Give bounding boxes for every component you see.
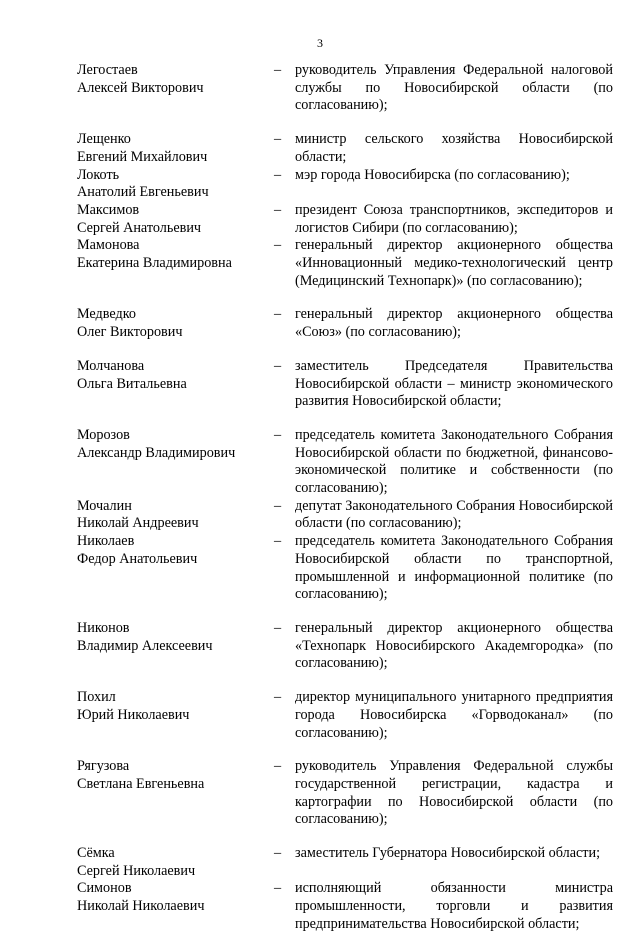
- member-given-names: Сергей Анатольевич: [77, 219, 202, 236]
- member-surname: Медведко: [77, 306, 136, 323]
- member-given-names: Николай Андреевич: [77, 515, 199, 532]
- dash-separator: –: [274, 689, 282, 706]
- member-given-names: Александр Владимирович: [77, 444, 236, 461]
- entry-spacer: [77, 411, 613, 427]
- member-entry: [77, 202, 613, 237]
- member-role: министр сельского хозяйства Новосибирской области;: [295, 131, 613, 165]
- dash-separator: –: [274, 357, 282, 374]
- entry-spacer: [77, 742, 613, 758]
- dash-separator: –: [274, 201, 282, 218]
- member-surname: Морозов: [77, 426, 130, 443]
- entry-spacer: [77, 829, 613, 845]
- member-name: [77, 758, 272, 829]
- member-name: [77, 620, 272, 673]
- member-surname: Симонов: [77, 880, 132, 897]
- entry-spacer: [77, 342, 613, 358]
- dash-separator: –: [274, 131, 282, 148]
- member-given-names: Владимир Алексеевич: [77, 637, 213, 654]
- member-given-names: Алексей Викторович: [77, 79, 204, 96]
- member-entry: [77, 689, 613, 742]
- member-given-names: Олег Викторович: [77, 324, 183, 341]
- member-entry: [77, 758, 613, 829]
- member-role: исполняющий обязанности министра промышленности, торговли и развития предпринимательства Новосибирской области;: [295, 880, 613, 932]
- dash-separator: –: [274, 619, 282, 636]
- member-surname: Молчанова: [77, 357, 145, 374]
- member-given-names: Евгений Михайлович: [77, 148, 208, 165]
- member-surname: Николаев: [77, 533, 135, 550]
- member-entry: [77, 498, 613, 533]
- member-role: руководитель Управления Федеральной налоговой службы по Новосибирской области (по согласованию);: [295, 62, 613, 114]
- entry-spacer: [77, 673, 613, 689]
- member-entry: [77, 306, 613, 341]
- entry-spacer: [77, 115, 613, 131]
- member-name: [77, 880, 272, 933]
- member-given-names: Екатерина Владимировна: [77, 255, 232, 272]
- member-surname: Мочалин: [77, 497, 132, 514]
- member-name: [77, 202, 272, 237]
- member-role: депутат Законодательного Собрания Новосибирской области (по согласованию);: [295, 497, 613, 532]
- member-entry: [77, 880, 613, 933]
- member-role: генеральный директор акционерного общества «Технопарк Новосибирского Академгородка» (по согласованию);: [295, 619, 613, 672]
- member-role: председатель комитета Законодательного Собрания Новосибирской области по транспортной, промышленной и информационной политике (по согласованию);: [295, 533, 613, 603]
- member-surname: Никонов: [77, 619, 130, 636]
- member-surname: Сёмка: [77, 845, 115, 862]
- member-name: [77, 533, 272, 604]
- member-role: президент Союза транспортников, экспедиторов и логистов Сибири (по согласованию);: [295, 201, 613, 236]
- member-role: генеральный директор акционерного общества «Союз» (по согласованию);: [295, 306, 613, 341]
- member-name: [77, 306, 272, 341]
- member-name: [77, 845, 272, 880]
- dash-separator: –: [274, 62, 282, 78]
- dash-separator: –: [274, 533, 282, 550]
- member-entry: [77, 237, 613, 290]
- member-given-names: Анатолий Евгеньевич: [77, 184, 209, 201]
- member-entry: [77, 427, 613, 498]
- member-given-names: Юрий Николаевич: [77, 706, 190, 723]
- member-role: заместитель Губернатора Новосибирской области;: [295, 845, 601, 862]
- member-surname: Рягузова: [77, 758, 130, 775]
- member-entry: [77, 358, 613, 411]
- member-name: [77, 358, 272, 411]
- dash-separator: –: [274, 497, 282, 514]
- member-surname: Максимов: [77, 201, 140, 218]
- member-name: [77, 167, 272, 202]
- member-entry: [77, 131, 613, 166]
- dash-separator: –: [274, 306, 282, 323]
- member-name: [77, 237, 272, 290]
- dash-separator: –: [274, 237, 282, 254]
- member-role: генеральный директор акционерного общества «Инновационный медико-технологический центр (Медицинский Технопарк)» (по согласованию);: [295, 237, 613, 289]
- member-surname: Похил: [77, 689, 116, 706]
- member-surname: Локоть: [77, 166, 120, 183]
- member-entry: [77, 167, 613, 202]
- dash-separator: –: [274, 166, 282, 183]
- member-given-names: Ольга Витальевна: [77, 375, 187, 392]
- member-given-names: Федор Анатольевич: [77, 550, 198, 567]
- member-name: [77, 427, 272, 498]
- member-role: заместитель Председателя Правительства Новосибирской области – министр экономического развития Новосибирской области;: [295, 357, 613, 410]
- member-name: [77, 131, 272, 166]
- member-role: мэр города Новосибирска (по согласованию);: [295, 166, 570, 183]
- member-role: руководитель Управления Федеральной службы государственной регистрации, кадастра и картографии по Новосибирской области (по согласованию);: [295, 758, 613, 828]
- member-entry: [77, 533, 613, 604]
- member-role: председатель комитета Законодательного Собрания Новосибирской области по бюджетной, финансово-экономической политике и собственности (по согласованию);: [295, 426, 613, 497]
- member-given-names: Сергей Николаевич: [77, 862, 196, 879]
- member-given-names: Светлана Евгеньевна: [77, 775, 205, 792]
- dash-separator: –: [274, 758, 282, 775]
- member-given-names: Николай Николаевич: [77, 898, 205, 915]
- entry-spacer: [77, 290, 613, 306]
- member-surname: Легостаев: [77, 62, 138, 78]
- dash-separator: –: [274, 845, 282, 862]
- dash-separator: –: [274, 880, 282, 897]
- member-entry: [77, 845, 613, 880]
- entry-spacer: [77, 604, 613, 620]
- member-entry: [77, 620, 613, 673]
- dash-separator: –: [274, 426, 282, 443]
- member-name: [77, 689, 272, 742]
- member-surname: Мамонова: [77, 237, 140, 254]
- member-name: [77, 498, 272, 533]
- member-surname: Лещенко: [77, 131, 131, 148]
- page-number: 3: [317, 36, 323, 50]
- member-name: [77, 62, 272, 115]
- member-list: [77, 62, 613, 934]
- member-entry: [77, 62, 613, 115]
- member-role: директор муниципального унитарного предприятия города Новосибирска «Горводоканал» (по согласованию);: [295, 689, 613, 741]
